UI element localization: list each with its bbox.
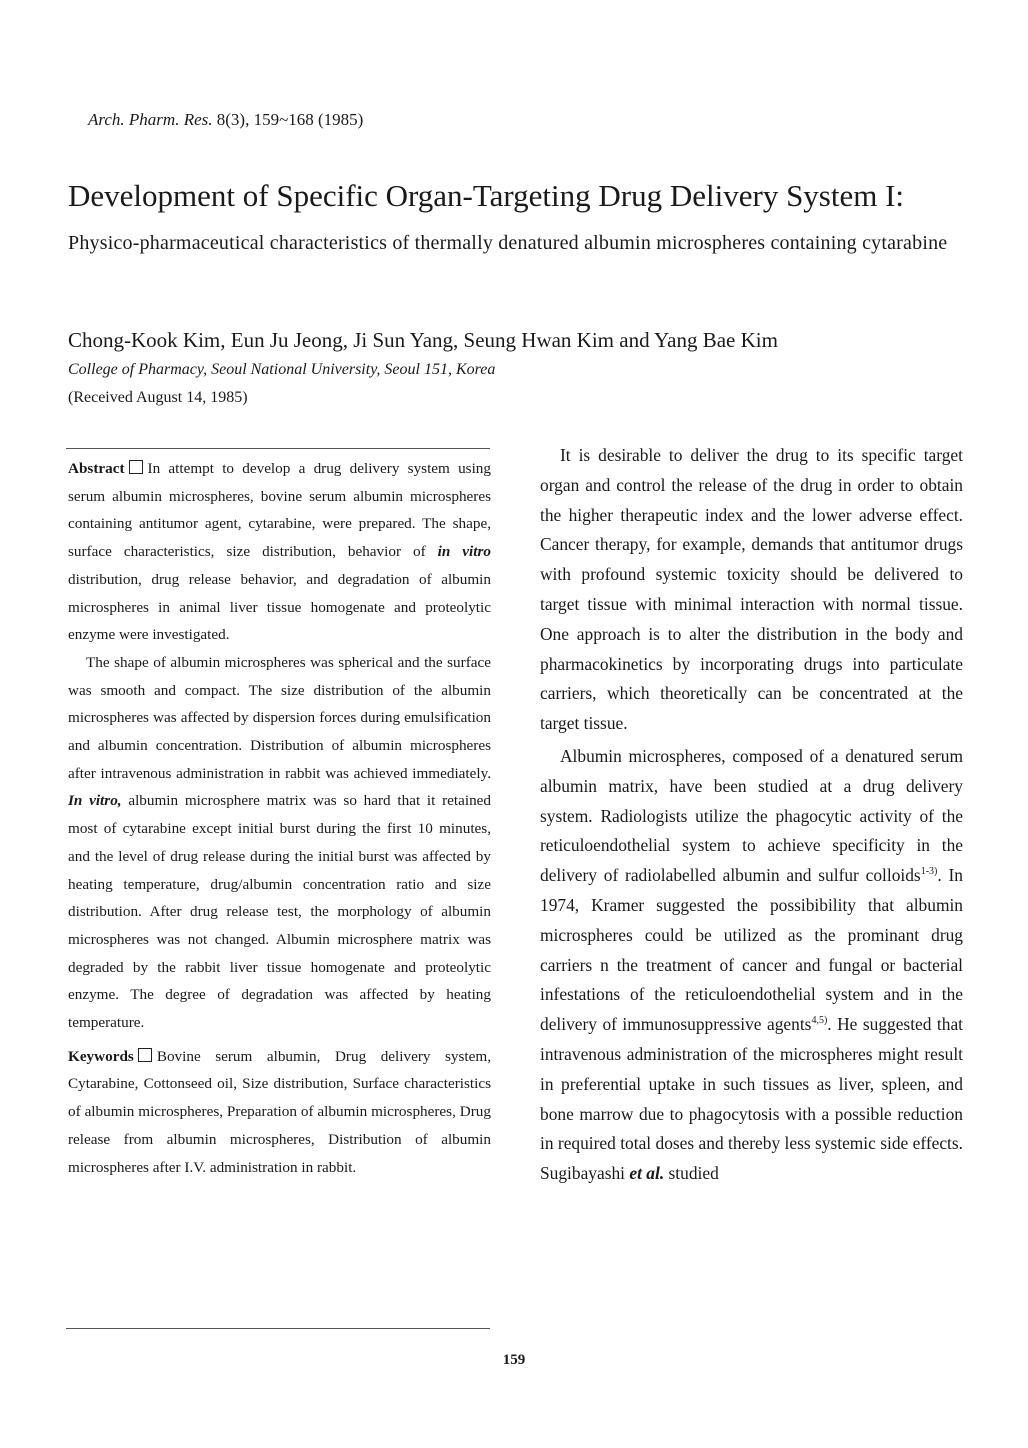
author-list: Chong-Kook Kim, Eun Ju Jeong, Ji Sun Yang, Seung Hwan Kim and Yang Bae Kim [68, 328, 778, 352]
box-icon [138, 1048, 152, 1062]
journal-citation: 8(3), 159~168 (1985) [216, 110, 364, 129]
keywords-paragraph: Keywords Bovine serum albumin, Drug delivery system, Cytarabine, Cottonseed oil, Size distribution, Surface characteristics of albumin microspheres, Preparation of albumin microspheres, Drug release from albumin microspheres, Distribution of albumin microspheres after I.V. administration in rabbit. [68, 1047, 491, 1176]
journal-header [88, 110, 363, 130]
keywords-label: Keywords [68, 1047, 134, 1065]
citation-ref: 1-3) [920, 866, 938, 878]
citation-ref: 4,5) [811, 1015, 828, 1027]
body-paragraph-2: Albumin microspheres, composed of a denatured serum albumin matrix, have been studied at a drug delivery system. Radiologists utilize the phagocytic activity of the reticuloendothelial system to achieve specificity in the delivery of radiolabelled albumin and sulfur colloids$^{1-3)}$. In 1974, Kramer suggested the possibibility that albumin microspheres could be utilized as the prominant drug carriers n the treatment of cancer and fungal or bacterial infestations of the reticuloendothelial system and in the delivery of immunosuppressive agents$^{4,5)}$. He suggested that intravenous administration of the microspheres might result in preferential uptake in such tissues as liver, spleen, and bone marrow due to phagocytosis with a possible reduction in required total doses and thereby less systemic side effects. Sugibayashi et al. studied [540, 745, 963, 1184]
abstract-bottom-rule [66, 1328, 490, 1329]
page-number: 159 [502, 1352, 526, 1368]
affiliation: College of Pharmacy, Seoul National University, Seoul 151, Korea [68, 361, 496, 378]
box-icon [129, 460, 143, 474]
paper-title: Development of Specific Organ-Targeting Drug Delivery System I: [68, 178, 905, 213]
body-paragraph-1: It is desirable to deliver the drug to its specific target organ and control the release of the drug in order to obtain the higher therapeutic index and the lower adverse effect. Cancer therapy, for example, demands that antitumor drugs with profound systemic toxicity should be delivered to target tissue with minimal interaction with normal tissue. One approach is to alter the distribution in the body and pharmacokinetics by incorporating drugs into particulate carriers, which theoretically can be concentrated at the target tissue. [540, 445, 963, 734]
journal-name: Arch. Pharm. Res. [88, 110, 213, 129]
abstract-label: Abstract [68, 460, 125, 477]
abstract-top-rule [66, 448, 490, 449]
body-column [540, 441, 963, 1189]
paper-subtitle: Physico-pharmaceutical characteristics of thermally denatured albumin microspheres containing cytarabine [68, 232, 948, 254]
abstract-paragraph-1: Abstract In attempt to develop a drug delivery system using serum albumin microspheres, bovine serum albumin microspheres containing antitumor agent, cytarabine, were prepared. The shape, surface characteristics, size distribution, behavior of in vitro distribution, drug release behavior, and degradation of albumin microspheres in animal liver tissue homogenate and proteolytic enzyme were investigated. [68, 460, 491, 644]
abstract-paragraph-2: The shape of albumin microspheres was spherical and the surface was smooth and compact. The size distribution of the albumin microspheres was affected by dispersion forces during emulsification and albumin concentration. Distribution of albumin microspheres after intravenous administration in rabbit was achieved immediately. In vitro, albumin microsphere matrix was so hard that it retained most of cytarabine except initial burst during the first 10 minutes, and the level of drug release during the initial burst was affected by heating temperature, drug/albumin concentration ratio and size distribution. After drug release test, the morphology of albumin microspheres was not changed. Albumin microsphere matrix was degraded by the rabbit liver tissue homogenate and proteolytic enzyme. The degree of degradation was affected by heating temperature. [68, 653, 492, 1032]
abstract-column [68, 455, 491, 1181]
received-date: (Received August 14, 1985) [68, 389, 248, 406]
